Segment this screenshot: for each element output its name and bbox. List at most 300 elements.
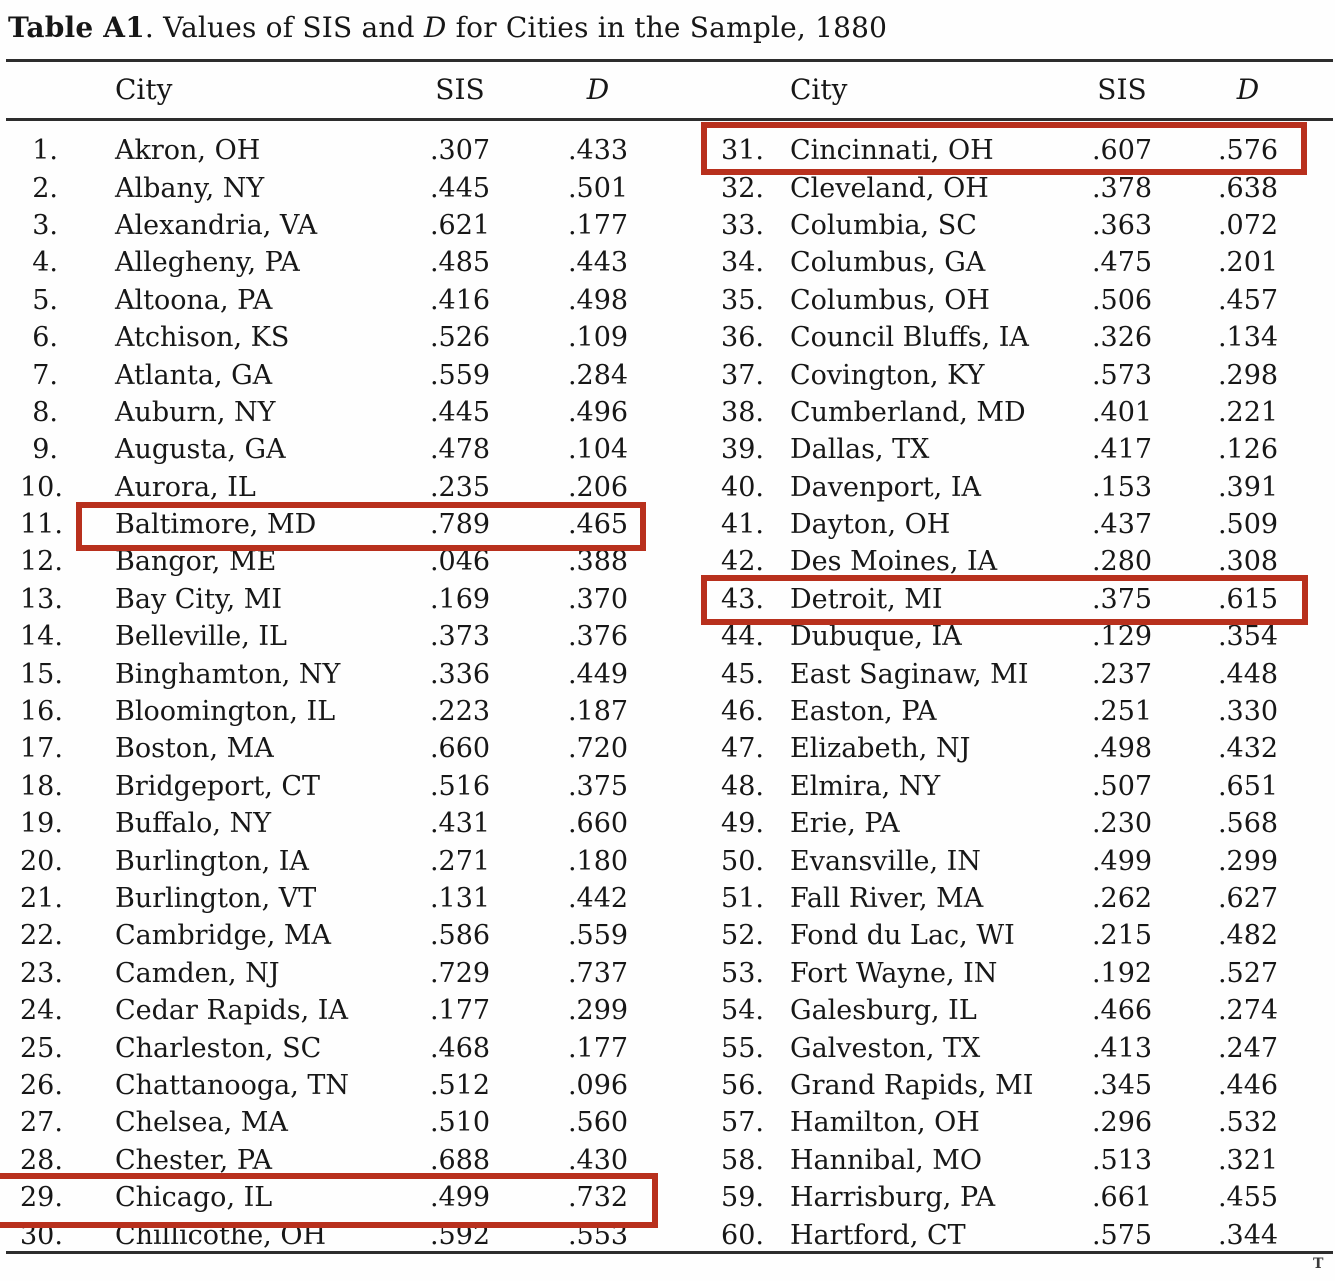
d-value: .442 — [567, 883, 629, 914]
row-number: 12. — [20, 546, 63, 578]
table-row — [700, 394, 1296, 431]
sis-value: .729 — [429, 957, 491, 989]
table-row — [700, 655, 1296, 692]
row-number: 16. — [20, 696, 63, 728]
sis-value: .789 — [429, 509, 491, 541]
d-value: .370 — [567, 583, 629, 615]
row-number: 9. — [32, 434, 58, 466]
table-row — [700, 768, 1296, 805]
sis-value: .510 — [429, 1107, 491, 1139]
d-value: .308 — [1217, 546, 1279, 578]
sis-value: .499 — [429, 1182, 491, 1214]
city-name: Erie, PA — [790, 808, 900, 840]
city-name: Dallas, TX — [790, 434, 930, 466]
row-number: 38. — [721, 396, 764, 428]
table-row — [700, 880, 1296, 917]
table-row — [20, 169, 646, 206]
sis-value: .506 — [1091, 284, 1153, 316]
row-number: 15. — [20, 658, 63, 690]
sis-value: .417 — [1091, 434, 1153, 466]
d-value: .638 — [1217, 172, 1279, 204]
city-name: Camden, NJ — [115, 957, 280, 989]
city-name: Elmira, NY — [790, 770, 941, 802]
row-number: 37. — [721, 359, 764, 391]
city-name: Albany, NY — [115, 172, 265, 204]
city-name: Burlington, IA — [115, 845, 309, 877]
sis-value: .475 — [1091, 247, 1153, 279]
column-header-city: City — [790, 72, 848, 106]
row-number: 45. — [721, 658, 764, 690]
row-number: 47. — [721, 733, 764, 765]
row-number: 35. — [721, 284, 764, 316]
table-row — [700, 282, 1296, 319]
row-number: 39. — [721, 434, 764, 466]
table-row — [700, 207, 1296, 244]
sis-value: .373 — [429, 621, 491, 653]
sis-value: .660 — [429, 733, 491, 765]
highlight-box-baltimore — [76, 502, 646, 551]
d-value: .660 — [567, 808, 629, 840]
d-value: .532 — [1217, 1107, 1279, 1139]
d-value: .498 — [567, 284, 629, 316]
city-name: Akron, OH — [115, 135, 261, 167]
d-value: .299 — [567, 995, 629, 1027]
table-row — [700, 469, 1296, 506]
sis-value: .437 — [1091, 509, 1153, 541]
row-number: 32. — [721, 172, 764, 204]
sis-value: .237 — [1091, 658, 1153, 690]
row-number: 49. — [721, 808, 764, 840]
sis-value: .336 — [429, 658, 491, 690]
d-value: .430 — [567, 1144, 629, 1176]
city-name: Fall River, MA — [790, 883, 984, 914]
row-number: 23. — [20, 957, 63, 989]
city-name: Atchison, KS — [115, 322, 290, 354]
table-row — [700, 693, 1296, 730]
city-name: Columbus, OH — [790, 284, 990, 316]
row-number: 40. — [721, 471, 764, 503]
d-value: .732 — [567, 1182, 629, 1214]
row-number: 34. — [721, 247, 764, 279]
table-row — [700, 917, 1296, 954]
sis-value: .280 — [1091, 546, 1153, 578]
table-row — [700, 842, 1296, 879]
highlight-box-chicago — [0, 1173, 658, 1228]
row-number: 6. — [32, 322, 58, 354]
city-name: Detroit, MI — [790, 583, 943, 615]
d-value: .482 — [1217, 920, 1279, 952]
d-value: .443 — [567, 247, 629, 279]
sis-value: .131 — [429, 883, 491, 914]
d-value: .134 — [1217, 322, 1279, 354]
sis-value: .445 — [429, 396, 491, 428]
sis-value: .223 — [429, 696, 491, 728]
d-value: .527 — [1217, 957, 1279, 989]
table-row — [700, 1142, 1296, 1179]
sis-value: .516 — [429, 770, 491, 802]
city-name: Chelsea, MA — [115, 1107, 288, 1139]
sis-value: .235 — [429, 471, 491, 503]
city-name: Des Moines, IA — [790, 546, 998, 578]
d-value: .330 — [1217, 696, 1279, 728]
sis-value: .296 — [1091, 1107, 1153, 1139]
table-row — [20, 431, 646, 468]
city-name: Chicago, IL — [115, 1182, 273, 1214]
row-number: 59. — [721, 1182, 764, 1214]
city-name: Elizabeth, NJ — [790, 733, 971, 765]
sis-value: .230 — [1091, 808, 1153, 840]
d-value: .457 — [1217, 284, 1279, 316]
sis-value: .375 — [1091, 583, 1153, 615]
row-number: 52. — [721, 920, 764, 952]
table-row — [20, 356, 646, 393]
row-number: 26. — [20, 1069, 63, 1101]
d-value: .376 — [567, 621, 629, 653]
d-value: .509 — [1217, 509, 1279, 541]
d-value: .720 — [567, 733, 629, 765]
sis-value: .661 — [1091, 1182, 1153, 1214]
sis-value: .586 — [429, 920, 491, 952]
d-value: .651 — [1217, 770, 1279, 802]
row-number: 31. — [721, 135, 764, 167]
table-title-text-2: for Cities in the Sample, 1880 — [446, 11, 888, 44]
d-value: .576 — [1217, 135, 1279, 167]
city-name: Buffalo, NY — [115, 808, 272, 840]
sis-value: .363 — [1091, 209, 1153, 241]
table-row — [20, 1104, 646, 1141]
d-value: .559 — [567, 920, 629, 952]
city-name: Belleville, IL — [115, 621, 287, 653]
table-row — [700, 1216, 1296, 1253]
city-name: Chattanooga, TN — [115, 1069, 350, 1101]
table-row — [700, 1179, 1296, 1216]
table-row — [20, 1067, 646, 1104]
row-number: 5. — [32, 284, 58, 316]
city-name: Augusta, GA — [115, 434, 286, 466]
table-row — [700, 506, 1296, 543]
table-row — [20, 768, 646, 805]
row-number: 46. — [721, 696, 764, 728]
city-name: Burlington, VT — [115, 883, 317, 914]
sis-value: .169 — [429, 583, 491, 615]
city-name: Dayton, OH — [790, 509, 951, 541]
sis-value: .262 — [1091, 883, 1153, 914]
row-number: 17. — [20, 733, 63, 765]
table-row — [20, 207, 646, 244]
row-number: 8. — [32, 396, 58, 428]
d-value: .177 — [567, 209, 629, 241]
d-value: .284 — [567, 359, 629, 391]
table-row — [20, 655, 646, 692]
city-name: Galveston, TX — [790, 1032, 981, 1064]
row-number: 44. — [721, 621, 764, 653]
d-value: .126 — [1217, 434, 1279, 466]
city-name: Bridgeport, CT — [115, 770, 321, 802]
city-name: Allegheny, PA — [115, 247, 300, 279]
column-header-d: D — [1236, 72, 1260, 106]
table-row — [20, 282, 646, 319]
city-name: Altoona, PA — [115, 284, 273, 316]
d-value: .501 — [567, 172, 629, 204]
sis-value: .607 — [1091, 135, 1153, 167]
city-name: Alexandria, VA — [115, 209, 318, 241]
city-name: Columbus, GA — [790, 247, 986, 279]
city-name: Charleston, SC — [115, 1032, 322, 1064]
table-row — [700, 730, 1296, 767]
d-value: .553 — [567, 1219, 629, 1251]
table-row — [700, 319, 1296, 356]
row-number: 43. — [721, 583, 764, 615]
table-row — [700, 805, 1296, 842]
table-row — [700, 1067, 1296, 1104]
sis-value: .526 — [429, 322, 491, 354]
table-row — [20, 992, 646, 1029]
sis-value: .573 — [1091, 359, 1153, 391]
highlight-box-detroit — [701, 575, 1308, 625]
sis-value: .416 — [429, 284, 491, 316]
sis-value: .621 — [429, 209, 491, 241]
city-name: East Saginaw, MI — [790, 658, 1029, 690]
table-row — [20, 581, 646, 618]
sis-value: .498 — [1091, 733, 1153, 765]
d-value: .187 — [567, 696, 629, 728]
sis-value: .192 — [1091, 957, 1153, 989]
row-number: 29. — [20, 1182, 63, 1214]
sis-value: .485 — [429, 247, 491, 279]
row-number: 48. — [721, 770, 764, 802]
table-row — [700, 356, 1296, 393]
table-title-label: Table A1 — [8, 11, 145, 44]
sis-value: .575 — [1091, 1219, 1153, 1251]
sis-value: .507 — [1091, 770, 1153, 802]
row-number: 36. — [721, 322, 764, 354]
city-name: Cumberland, MD — [790, 396, 1026, 428]
row-number: 14. — [20, 621, 63, 653]
d-value: .201 — [1217, 247, 1279, 279]
d-value: .104 — [567, 434, 629, 466]
city-name: Harrisburg, PA — [790, 1182, 996, 1214]
sis-value: .413 — [1091, 1032, 1153, 1064]
d-value: .433 — [567, 135, 629, 167]
table-row — [20, 730, 646, 767]
city-name: Hartford, CT — [790, 1219, 966, 1251]
column-header-city: City — [115, 72, 173, 106]
sis-value: .431 — [429, 808, 491, 840]
city-name: Evansville, IN — [790, 845, 981, 877]
sis-value: .592 — [429, 1219, 491, 1251]
sis-value: .512 — [429, 1069, 491, 1101]
d-value: .465 — [567, 509, 629, 541]
sis-value: .129 — [1091, 621, 1153, 653]
table-row — [700, 1104, 1296, 1141]
d-value: .615 — [1217, 583, 1279, 615]
city-name: Covington, KY — [790, 359, 985, 391]
row-number: 57. — [721, 1107, 764, 1139]
sis-value: .326 — [1091, 322, 1153, 354]
d-value: .448 — [1217, 658, 1279, 690]
d-value: .388 — [567, 546, 629, 578]
row-number: 3. — [32, 209, 58, 241]
city-name: Hamilton, OH — [790, 1107, 980, 1139]
table-row — [20, 469, 646, 506]
d-value: .247 — [1217, 1032, 1279, 1064]
city-name: Hannibal, MO — [790, 1144, 983, 1176]
sis-value: .466 — [1091, 995, 1153, 1027]
sis-value: .307 — [429, 135, 491, 167]
table-row — [700, 244, 1296, 281]
d-value: .177 — [567, 1032, 629, 1064]
column-header-row — [700, 60, 1296, 118]
row-number: 11. — [20, 509, 63, 541]
table-row — [700, 992, 1296, 1029]
row-number: 25. — [20, 1032, 63, 1064]
row-number: 53. — [721, 957, 764, 989]
d-value: .560 — [567, 1107, 629, 1139]
city-name: Bangor, ME — [115, 546, 277, 578]
d-value: .221 — [1217, 396, 1279, 428]
table-row — [20, 394, 646, 431]
table-row — [20, 1029, 646, 1066]
city-name: Boston, MA — [115, 733, 274, 765]
table-left-body — [20, 120, 646, 1254]
sis-value: .177 — [429, 995, 491, 1027]
row-number: 42. — [721, 546, 764, 578]
sis-value: .401 — [1091, 396, 1153, 428]
d-value: .072 — [1217, 209, 1279, 241]
d-value: .446 — [1217, 1069, 1279, 1101]
d-value: .321 — [1217, 1144, 1279, 1176]
row-number: 1. — [32, 135, 58, 167]
row-number: 18. — [20, 770, 63, 802]
row-number: 30. — [20, 1219, 63, 1251]
city-name: Bay City, MI — [115, 583, 283, 615]
d-value: .344 — [1217, 1219, 1279, 1251]
city-name: Grand Rapids, MI — [790, 1069, 1034, 1101]
city-name: Aurora, IL — [115, 471, 256, 503]
table-row — [20, 244, 646, 281]
sis-value: .478 — [429, 434, 491, 466]
row-number: 7. — [32, 359, 58, 391]
sis-value: .215 — [1091, 920, 1153, 952]
column-header-sis: SIS — [435, 72, 485, 106]
table-right-body — [700, 120, 1296, 1254]
d-value: .375 — [567, 770, 629, 802]
city-name: Chester, PA — [115, 1144, 273, 1176]
table-row — [20, 917, 646, 954]
row-number: 24. — [20, 995, 63, 1027]
table-row — [20, 805, 646, 842]
row-number: 33. — [721, 209, 764, 241]
table-row — [700, 955, 1296, 992]
d-value: .354 — [1217, 621, 1279, 653]
city-name: Cincinnati, OH — [790, 135, 994, 167]
sis-value: .251 — [1091, 696, 1153, 728]
row-number: 55. — [721, 1032, 764, 1064]
city-name: Easton, PA — [790, 696, 937, 728]
row-number: 56. — [721, 1069, 764, 1101]
sis-value: .468 — [429, 1032, 491, 1064]
city-name: Council Bluffs, IA — [790, 322, 1029, 354]
d-value: .496 — [567, 396, 629, 428]
city-name: Cedar Rapids, IA — [115, 995, 348, 1027]
d-value: .299 — [1217, 845, 1279, 877]
d-value: .432 — [1217, 733, 1279, 765]
row-number: 19. — [20, 808, 63, 840]
city-name: Cleveland, OH — [790, 172, 989, 204]
table-row — [20, 955, 646, 992]
city-name: Binghamton, NY — [115, 658, 341, 690]
table-title-text-1: . Values of SIS and — [144, 11, 424, 44]
row-number: 60. — [721, 1219, 764, 1251]
city-name: Fort Wayne, IN — [790, 957, 998, 989]
city-name: Baltimore, MD — [115, 509, 317, 541]
table-row — [20, 842, 646, 879]
row-number: 22. — [20, 920, 63, 952]
table-title-d-symbol: D — [423, 11, 447, 44]
city-name: Cambridge, MA — [115, 920, 332, 952]
row-number: 58. — [721, 1144, 764, 1176]
d-value: .455 — [1217, 1182, 1279, 1214]
city-name: Chillicothe, OH — [115, 1219, 327, 1251]
city-name: Auburn, NY — [115, 396, 276, 428]
table-row — [20, 880, 646, 917]
sis-value: .559 — [429, 359, 491, 391]
d-value: .180 — [567, 845, 629, 877]
sis-value: .499 — [1091, 845, 1153, 877]
table-row — [20, 693, 646, 730]
city-name: Davenport, IA — [790, 471, 981, 503]
table-row — [20, 132, 646, 169]
row-number: 21. — [20, 883, 63, 914]
column-header-sis: SIS — [1097, 72, 1147, 106]
d-value: .568 — [1217, 808, 1279, 840]
row-number: 10. — [20, 471, 63, 503]
row-number: 13. — [20, 583, 63, 615]
city-name: Atlanta, GA — [115, 359, 273, 391]
sis-value: .513 — [1091, 1144, 1153, 1176]
table-row — [20, 319, 646, 356]
row-number: 28. — [20, 1144, 63, 1176]
highlight-box-cincinnati — [701, 122, 1307, 175]
d-value: .206 — [567, 471, 629, 503]
d-value: .274 — [1217, 995, 1279, 1027]
table-row — [20, 618, 646, 655]
d-value: .109 — [567, 322, 629, 354]
d-value: .627 — [1217, 883, 1279, 914]
city-name: Dubuque, IA — [790, 621, 962, 653]
column-header-row — [20, 60, 646, 118]
d-value: .737 — [567, 957, 629, 989]
row-number: 2. — [32, 172, 58, 204]
row-number: 27. — [20, 1107, 63, 1139]
city-name: Bloomington, IL — [115, 696, 336, 728]
sis-value: .688 — [429, 1144, 491, 1176]
row-number: 50. — [721, 845, 764, 877]
d-value: .449 — [567, 658, 629, 690]
table-title — [8, 11, 887, 44]
sis-value: .271 — [429, 845, 491, 877]
table-row — [700, 431, 1296, 468]
sis-value: .046 — [429, 546, 491, 578]
row-number: 4. — [32, 247, 58, 279]
d-value: .096 — [567, 1069, 629, 1101]
d-value: .298 — [1217, 359, 1279, 391]
row-number: 20. — [20, 845, 63, 877]
city-name: Columbia, SC — [790, 209, 977, 241]
sis-value: .345 — [1091, 1069, 1153, 1101]
column-header-d: D — [586, 72, 610, 106]
sis-value: .378 — [1091, 172, 1153, 204]
